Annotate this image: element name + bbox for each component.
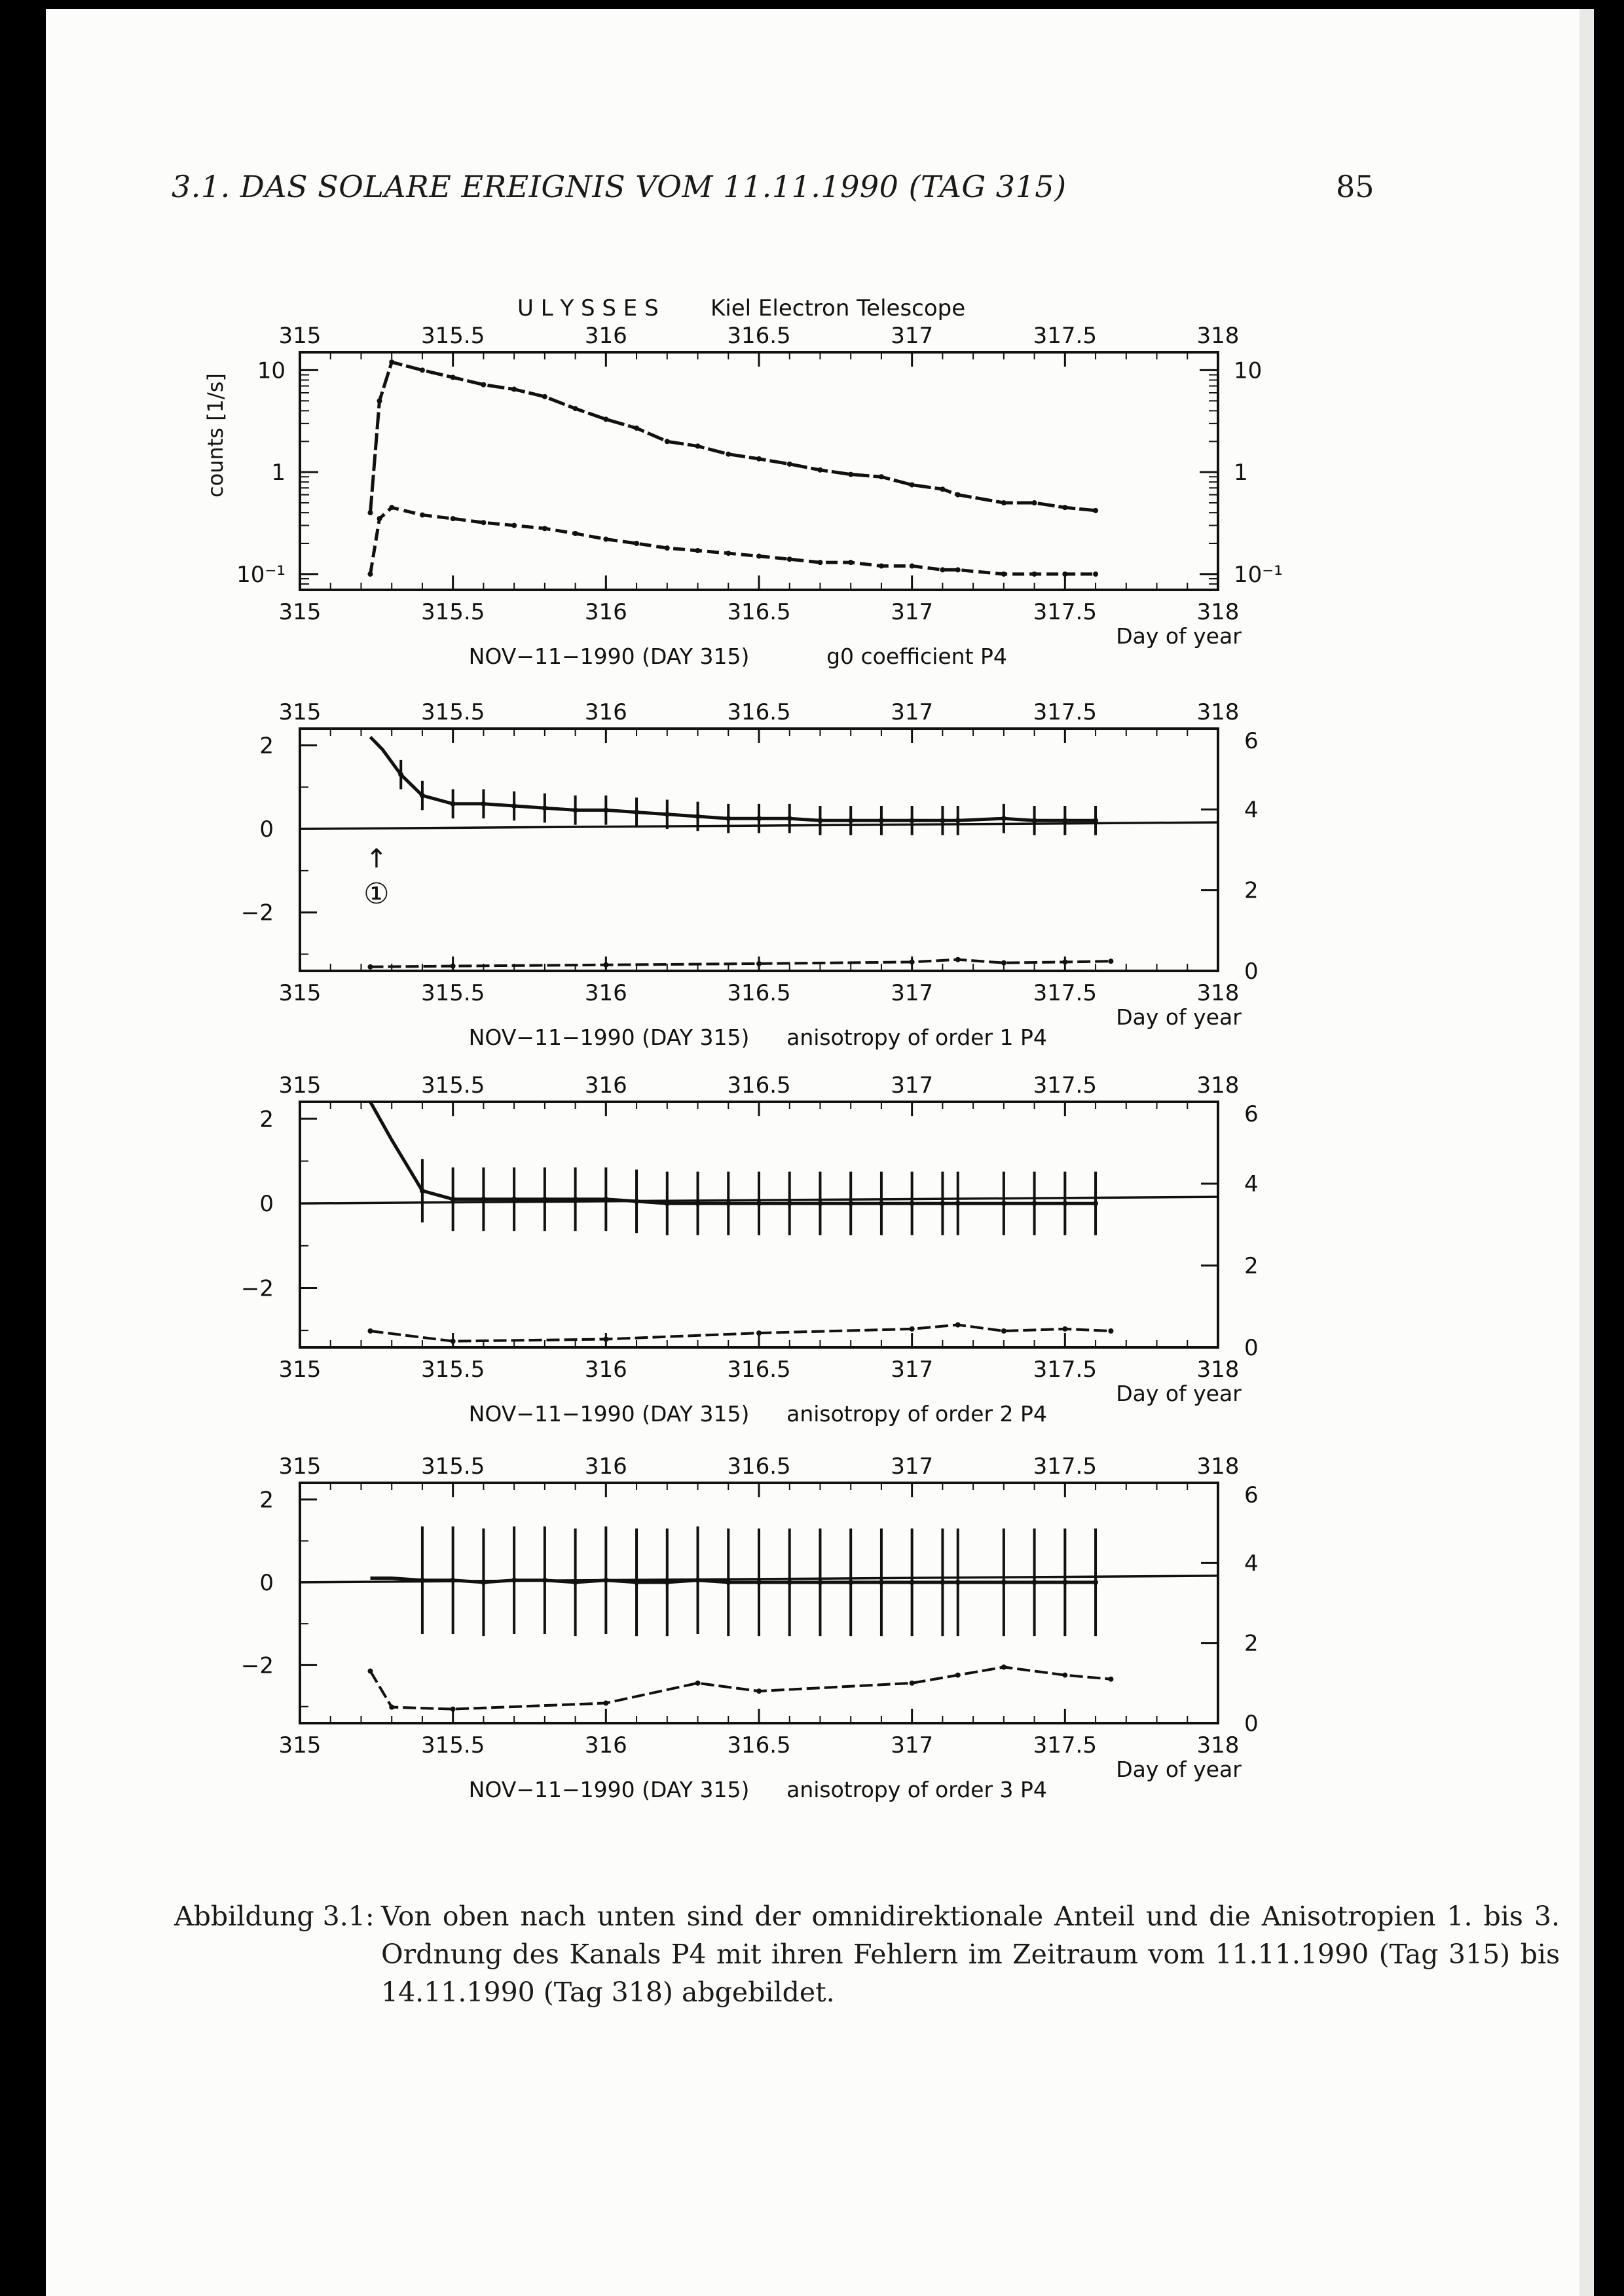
data-point xyxy=(955,567,961,572)
data-point xyxy=(955,1580,961,1585)
x-tick-label-top: 316 xyxy=(584,1072,627,1099)
x-tick-label-top: 315 xyxy=(278,699,322,725)
data-point xyxy=(573,406,578,411)
x-tick-label-bottom: 315.5 xyxy=(420,599,485,625)
panel-date-label: NOV−11−1990 (DAY 315) xyxy=(468,1777,750,1802)
data-point xyxy=(451,1578,456,1583)
y-tick-label-left: −2 xyxy=(240,1652,274,1679)
x-tick-label-top: 315 xyxy=(278,323,322,349)
x-tick-label-bottom: 318 xyxy=(1196,599,1240,625)
data-point xyxy=(695,1578,701,1583)
panel-description: anisotropy of order 3 P4 xyxy=(786,1777,1047,1802)
error-point xyxy=(389,1705,394,1710)
data-point xyxy=(665,1201,670,1206)
x-axis-label: Day of year xyxy=(1116,1381,1242,1406)
data-series-1 xyxy=(371,362,1096,513)
y-tick-label-right: 6 xyxy=(1244,1482,1259,1508)
data-series-anisotropy xyxy=(371,737,1096,821)
data-point xyxy=(603,416,608,422)
event-marker-arrow: ↑ xyxy=(365,844,388,874)
data-point xyxy=(420,1188,425,1194)
x-tick-label-top: 316.5 xyxy=(727,1072,791,1099)
data-point xyxy=(1001,500,1006,505)
y-tick-label-right: 6 xyxy=(1244,1101,1259,1127)
caption-text: Von oben nach unten sind der omnidirektionale Anteil und die Anisotropien 1. bis 3. Ordnung des Kanals P4 mit ihren Fehlern im Zeitraum vom 11.11.1990 (Tag 315) bis 14.11.1990 (Tag 318) abgebildet. xyxy=(381,1901,1560,2008)
data-point xyxy=(634,541,639,546)
y-tick-label-left: −2 xyxy=(240,1275,274,1302)
data-point xyxy=(787,556,792,562)
data-point xyxy=(726,1580,731,1585)
figure-title-instrument: U L Y S S E S xyxy=(517,295,659,321)
error-point xyxy=(1062,959,1067,964)
x-tick-label-bottom: 316.5 xyxy=(727,980,791,1006)
data-point xyxy=(367,510,373,515)
data-point xyxy=(542,394,547,399)
data-point xyxy=(1093,1201,1098,1206)
x-tick-label-top: 315.5 xyxy=(420,1453,485,1480)
data-point xyxy=(817,818,822,823)
data-point xyxy=(848,1201,853,1206)
panel-date-label: NOV−11−1990 (DAY 315) xyxy=(468,1025,750,1050)
data-point xyxy=(787,1201,792,1206)
panel-date-label: NOV−11−1990 (DAY 315) xyxy=(468,1401,750,1427)
data-point xyxy=(665,545,670,551)
x-tick-label-top: 316 xyxy=(584,1453,627,1480)
data-point xyxy=(665,439,670,444)
data-point xyxy=(1032,572,1037,577)
x-tick-label-bottom: 317 xyxy=(891,599,934,625)
data-point xyxy=(377,398,382,403)
data-series-error xyxy=(371,960,1111,967)
error-point xyxy=(910,1326,915,1332)
data-point xyxy=(756,1201,762,1206)
data-point xyxy=(955,492,961,498)
data-point xyxy=(1001,816,1006,821)
data-point xyxy=(389,505,394,510)
error-point xyxy=(1001,960,1006,966)
data-point xyxy=(940,486,945,492)
x-tick-label-top: 318 xyxy=(1196,699,1240,725)
data-point xyxy=(879,818,884,823)
error-point xyxy=(1108,958,1113,964)
x-tick-label-bottom: 318 xyxy=(1196,1732,1240,1758)
error-point xyxy=(955,1673,961,1678)
x-tick-label-bottom: 317.5 xyxy=(1033,980,1098,1006)
x-tick-label-top: 317 xyxy=(891,1453,934,1480)
data-point xyxy=(1001,1580,1006,1585)
data-point xyxy=(817,1201,822,1206)
error-point xyxy=(1001,1328,1006,1334)
data-point xyxy=(695,1201,701,1206)
error-point xyxy=(367,964,373,970)
data-point xyxy=(726,1201,731,1206)
data-point xyxy=(879,474,884,479)
x-tick-label-top: 317.5 xyxy=(1033,323,1098,349)
data-point xyxy=(451,374,456,380)
data-point xyxy=(481,382,486,388)
data-point xyxy=(420,793,425,798)
y-tick-label-right: 10⁻¹ xyxy=(1234,561,1283,588)
x-tick-label-top: 317 xyxy=(891,699,934,725)
data-point xyxy=(910,818,915,823)
x-tick-label-top: 317 xyxy=(891,1072,934,1099)
x-tick-label-top: 315.5 xyxy=(420,699,485,725)
data-point xyxy=(603,807,608,812)
data-point xyxy=(1001,572,1006,577)
data-point xyxy=(1032,1201,1037,1206)
y-tick-label-right: 0 xyxy=(1244,1711,1259,1737)
data-point xyxy=(848,818,853,823)
data-point xyxy=(879,1201,884,1206)
chart-panel-a2 xyxy=(241,1072,1259,1427)
x-tick-label-bottom: 315.5 xyxy=(420,1357,485,1383)
error-point xyxy=(756,1330,762,1336)
data-point xyxy=(910,1580,915,1585)
x-tick-label-bottom: 318 xyxy=(1196,980,1240,1006)
data-point xyxy=(511,523,517,528)
data-point xyxy=(1032,818,1037,823)
x-tick-label-bottom: 316 xyxy=(584,1732,627,1758)
x-tick-label-bottom: 315.5 xyxy=(420,1732,485,1758)
data-point xyxy=(817,467,822,473)
error-point xyxy=(910,1681,915,1686)
data-point xyxy=(634,426,639,431)
x-tick-label-bottom: 316 xyxy=(584,980,627,1006)
data-series-error xyxy=(371,1667,1111,1709)
y-tick-label-right: 0 xyxy=(1244,1335,1259,1361)
y-tick-label-left: 0 xyxy=(259,1569,274,1596)
x-tick-label-top: 315.5 xyxy=(420,323,485,349)
x-tick-label-top: 318 xyxy=(1196,1072,1240,1099)
x-tick-label-bottom: 315 xyxy=(278,1732,322,1758)
page-number: 85 xyxy=(1336,169,1375,204)
x-tick-label-bottom: 318 xyxy=(1196,1357,1240,1383)
data-point xyxy=(451,801,456,807)
error-point xyxy=(955,1322,961,1328)
data-point xyxy=(955,818,961,823)
data-point xyxy=(511,1197,517,1202)
x-tick-label-bottom: 316.5 xyxy=(727,599,791,625)
data-point xyxy=(756,553,762,558)
x-tick-label-top: 315.5 xyxy=(420,1072,485,1099)
y-tick-label-left: 2 xyxy=(259,1106,274,1133)
x-tick-label-top: 316 xyxy=(584,323,627,349)
data-point xyxy=(879,564,884,569)
y-tick-label-right: 2 xyxy=(1244,1630,1259,1657)
data-point xyxy=(940,567,945,572)
error-point xyxy=(367,1328,373,1334)
y-tick-label-left: 0 xyxy=(259,816,274,843)
data-point xyxy=(787,462,792,467)
data-point xyxy=(940,1580,945,1585)
data-point xyxy=(1062,818,1067,823)
y-tick-label-left: −2 xyxy=(240,900,274,926)
data-point xyxy=(377,516,382,521)
data-point xyxy=(542,1578,547,1583)
y-tick-label-left: 10 xyxy=(257,357,286,384)
data-point xyxy=(848,560,853,565)
data-point xyxy=(1062,1580,1067,1585)
x-tick-label-bottom: 317.5 xyxy=(1033,599,1098,625)
error-point xyxy=(910,959,915,964)
data-point xyxy=(634,810,639,815)
data-point xyxy=(787,816,792,821)
x-tick-label-bottom: 316 xyxy=(584,1357,627,1383)
x-tick-label-bottom: 316 xyxy=(584,599,627,625)
error-point xyxy=(1001,1664,1006,1669)
error-point xyxy=(1062,1673,1067,1678)
data-point xyxy=(542,1197,547,1202)
data-point xyxy=(451,516,456,521)
data-point xyxy=(389,359,394,365)
data-point xyxy=(1093,572,1098,577)
data-point xyxy=(910,483,915,488)
x-tick-label-top: 315 xyxy=(278,1072,322,1099)
x-tick-label-bottom: 316.5 xyxy=(727,1732,791,1758)
x-axis-label: Day of year xyxy=(1116,1004,1242,1030)
error-point xyxy=(756,1688,762,1694)
error-point xyxy=(1108,1677,1113,1682)
data-point xyxy=(665,1580,670,1585)
data-point xyxy=(451,1197,456,1202)
error-point xyxy=(1108,1328,1113,1334)
data-point xyxy=(1093,818,1098,823)
x-tick-label-bottom: 317 xyxy=(891,980,934,1006)
event-marker-label: ① xyxy=(363,877,390,911)
data-point xyxy=(1062,505,1067,510)
x-tick-label-bottom: 316.5 xyxy=(727,1357,791,1383)
x-axis-label: Day of year xyxy=(1116,623,1242,649)
running-title: 3.1. DAS SOLARE EREIGNIS VOM 11.11.1990 (TAG 315) xyxy=(172,169,1067,204)
x-tick-label-top: 318 xyxy=(1196,323,1240,349)
x-tick-label-top: 316.5 xyxy=(727,1453,791,1480)
data-point xyxy=(1093,508,1098,513)
y-tick-label-right: 10 xyxy=(1234,357,1263,384)
data-point xyxy=(817,560,822,565)
data-series-error xyxy=(371,1325,1111,1341)
data-point xyxy=(573,807,578,812)
data-point xyxy=(940,818,945,823)
data-point xyxy=(420,367,425,373)
data-point xyxy=(542,526,547,531)
error-point xyxy=(451,1707,456,1712)
data-point xyxy=(940,1201,945,1206)
x-tick-label-bottom: 315 xyxy=(278,980,322,1006)
x-tick-label-top: 315 xyxy=(278,1453,322,1480)
x-tick-label-top: 317.5 xyxy=(1033,1453,1098,1480)
x-tick-label-bottom: 317 xyxy=(891,1357,934,1383)
data-point xyxy=(756,1580,762,1585)
data-point xyxy=(1062,572,1067,577)
data-point xyxy=(1032,1580,1037,1585)
data-point xyxy=(481,1197,486,1202)
data-point xyxy=(420,513,425,518)
data-point xyxy=(481,520,486,525)
x-tick-label-top: 316.5 xyxy=(727,323,791,349)
x-tick-label-top: 316 xyxy=(584,699,627,725)
data-point xyxy=(955,1201,961,1206)
data-point xyxy=(910,1201,915,1206)
x-tick-label-bottom: 317 xyxy=(891,1732,934,1758)
data-point xyxy=(573,1197,578,1202)
x-tick-label-bottom: 317.5 xyxy=(1033,1732,1098,1758)
panel-description: g0 coefficient P4 xyxy=(826,644,1007,669)
data-point xyxy=(420,1578,425,1583)
y-tick-label-left: 10⁻¹ xyxy=(236,561,286,588)
data-point xyxy=(481,801,486,807)
data-point xyxy=(695,814,701,819)
panel-description: anisotropy of order 2 P4 xyxy=(786,1401,1047,1427)
data-point xyxy=(1062,1201,1067,1206)
data-point xyxy=(481,1580,486,1585)
data-point xyxy=(603,537,608,542)
x-tick-label-top: 317.5 xyxy=(1033,699,1098,725)
data-point xyxy=(879,1580,884,1585)
data-point xyxy=(1032,500,1037,505)
y-tick-label-left: 2 xyxy=(259,1487,274,1514)
data-point xyxy=(910,564,915,569)
error-point xyxy=(955,957,961,962)
caption-label: Abbildung 3.1: xyxy=(174,1901,375,1932)
x-tick-label-top: 317 xyxy=(891,323,934,349)
x-axis-label: Day of year xyxy=(1116,1757,1242,1782)
data-point xyxy=(511,803,517,809)
x-tick-label-bottom: 315 xyxy=(278,599,322,625)
data-point xyxy=(603,1197,608,1202)
y-tick-label-right: 2 xyxy=(1244,877,1259,904)
y-axis-label-counts: counts [1/s] xyxy=(203,373,228,498)
data-point xyxy=(787,1580,792,1585)
panel-description: anisotropy of order 1 P4 xyxy=(786,1025,1047,1050)
error-point xyxy=(1062,1326,1067,1332)
data-point xyxy=(726,452,731,457)
y-tick-label-right: 2 xyxy=(1244,1253,1259,1279)
y-tick-label-right: 4 xyxy=(1244,1550,1259,1577)
data-point xyxy=(573,531,578,536)
data-point xyxy=(511,387,517,392)
error-point xyxy=(603,962,608,968)
chart-panel-a1 xyxy=(241,699,1259,1050)
y-tick-label-right: 0 xyxy=(1244,958,1259,985)
chart-panel-g0 xyxy=(236,323,1283,669)
data-point xyxy=(367,572,373,577)
data-point xyxy=(695,548,701,553)
data-point xyxy=(398,772,403,777)
data-point xyxy=(603,1578,608,1583)
data-point xyxy=(726,551,731,556)
error-point xyxy=(451,964,456,969)
x-tick-label-top: 318 xyxy=(1196,1453,1240,1480)
y-tick-label-right: 6 xyxy=(1244,728,1259,754)
y-tick-label-left: 1 xyxy=(271,460,286,486)
data-point xyxy=(1001,1201,1006,1206)
panel-date-label: NOV−11−1990 (DAY 315) xyxy=(468,644,750,669)
data-point xyxy=(511,1578,517,1583)
data-point xyxy=(848,1580,853,1585)
data-point xyxy=(817,1580,822,1585)
y-tick-label-left: 0 xyxy=(259,1191,274,1218)
data-point xyxy=(665,812,670,817)
data-point xyxy=(726,816,731,821)
chart-panel-a3 xyxy=(241,1453,1259,1802)
error-point xyxy=(695,1681,701,1686)
x-tick-label-bottom: 315.5 xyxy=(420,980,485,1006)
y-tick-label-right: 4 xyxy=(1244,1171,1259,1197)
y-tick-label-right: 1 xyxy=(1234,460,1248,486)
x-tick-label-bottom: 315 xyxy=(278,1357,322,1383)
data-point xyxy=(756,456,762,462)
data-point xyxy=(695,443,701,448)
error-point xyxy=(603,1700,608,1705)
data-point xyxy=(1093,1580,1098,1585)
error-point xyxy=(367,1668,373,1673)
data-point xyxy=(542,805,547,811)
data-series-2 xyxy=(371,507,1096,574)
x-tick-label-top: 317.5 xyxy=(1033,1072,1098,1099)
plot-frame xyxy=(300,729,1218,971)
error-point xyxy=(451,1339,456,1344)
y-tick-label-right: 4 xyxy=(1244,797,1259,824)
data-point xyxy=(634,1199,639,1204)
data-point xyxy=(756,816,762,821)
data-point xyxy=(573,1580,578,1585)
data-point xyxy=(634,1580,639,1585)
error-point xyxy=(603,1337,608,1342)
x-tick-label-bottom: 317.5 xyxy=(1033,1357,1098,1383)
y-tick-label-left: 2 xyxy=(259,733,274,759)
data-series-anisotropy xyxy=(371,1102,1096,1203)
x-tick-label-top: 316.5 xyxy=(727,699,791,725)
data-point xyxy=(848,472,853,477)
error-point xyxy=(756,961,762,966)
figure-title-detector: Kiel Electron Telescope xyxy=(710,295,966,321)
